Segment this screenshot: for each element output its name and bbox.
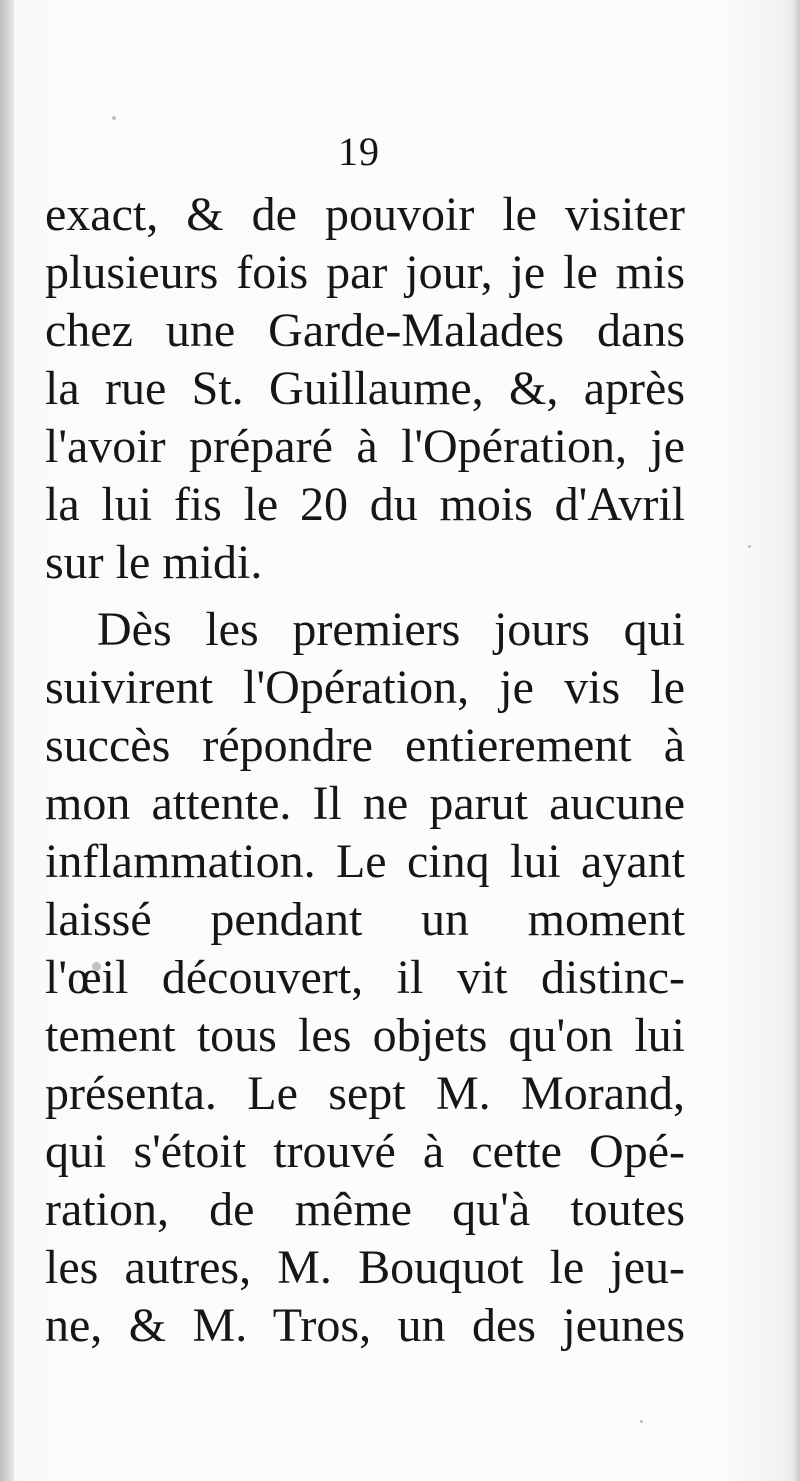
text-line: plusieurs fois par jour, je le mis <box>45 246 685 299</box>
text-line: ration, de même qu'à toutes <box>45 1183 685 1236</box>
text-line: les autres, M. Bouquot le jeu- <box>45 1241 685 1294</box>
page-binding-edge <box>0 0 14 1481</box>
paragraph-first-line: Dès les premiers jours qui <box>97 603 685 656</box>
text-line: sur le midi. <box>45 536 263 589</box>
text-line: mon attente. Il ne parut aucune <box>45 777 685 830</box>
text-line: ne, & M. Tros, un des jeunes <box>45 1299 685 1352</box>
text-line: exact, & de pouvoir le visiter <box>45 188 685 241</box>
text-line: la lui fis le 20 du mois d'Avril <box>45 478 685 531</box>
text-line: chez une Garde-Malades dans <box>45 304 685 357</box>
text-line: l'avoir préparé à l'Opération, je <box>45 420 685 473</box>
paper-speck <box>640 1420 643 1423</box>
paper-speck <box>112 116 116 120</box>
text-line: laissé pendant un moment <box>45 893 685 946</box>
text-line: présenta. Le sept M. Morand, <box>45 1067 685 1120</box>
text-line: qui s'étoit trouvé à cette Opé- <box>45 1125 685 1178</box>
text-line: inflammation. Le cinq lui ayant <box>45 835 685 888</box>
paper-speck <box>748 545 751 548</box>
text-line: suivirent l'Opération, je vis le <box>45 661 685 714</box>
text-line: succès répondre entierement à <box>45 719 685 772</box>
text-line: la rue St. Guillaume, &, après <box>45 362 685 415</box>
text-line: l'œil découvert, il vit distinc- <box>45 951 685 1004</box>
page-number: 19 <box>338 129 380 174</box>
page-outer-edge <box>792 0 800 1481</box>
paper-speck <box>92 962 101 971</box>
text-line: tement tous les objets qu'on lui <box>45 1009 685 1062</box>
